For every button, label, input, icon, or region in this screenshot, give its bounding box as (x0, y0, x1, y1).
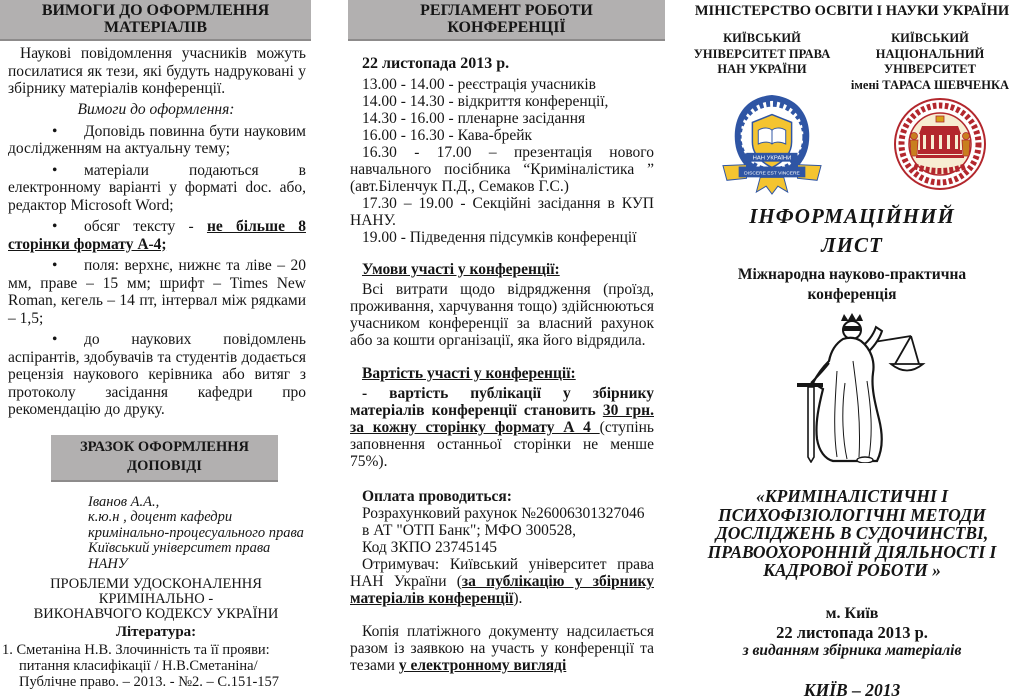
payment-recipient (348, 556, 666, 607)
author-line: Іванов А.А., (88, 493, 160, 510)
requirement-bullet (0, 162, 312, 215)
conference-title-line: ПСИХОФІЗІОЛОГІЧНІ МЕТОДИ (718, 504, 986, 525)
column-cover (684, 0, 1020, 699)
column-schedule (348, 0, 666, 674)
conference-title (684, 487, 1020, 580)
lady-justice-figure (777, 311, 927, 463)
conference-title-line: КАДРОВОЇ РОБОТИ » (763, 560, 941, 580)
payment-heading: Оплата проводиться: (362, 488, 512, 505)
sample-paper-title-line: ВИКОНАВЧОГО КОДЕКСУ УКРАЇНИ (33, 606, 279, 622)
literature-heading: Література: (115, 624, 197, 640)
cover-footer: КИЇВ – 2013 (803, 679, 901, 699)
universities-row (684, 31, 1020, 93)
section-header-schedule (348, 0, 665, 41)
info-letter-line: ЛИСТ (821, 233, 883, 257)
foot (857, 457, 873, 463)
payment-line: в АТ "ОТП Банк"; МФО 300528, (362, 522, 576, 539)
author-line: к.ю.н , доцент кафедри (88, 509, 233, 525)
kup-band-text: НАН УКРАЇНИ (752, 155, 792, 162)
kup-motto-text: DISCERE EST VINCERE (744, 171, 800, 177)
author-line: кримінально-процесуального права (88, 524, 304, 541)
section-header-sample (51, 435, 278, 482)
bullet-icon: • (52, 161, 58, 179)
lady-justice-illustration (684, 311, 1020, 463)
sample-paper-title-line: ПРОБЛЕМИ УДОСКОНАЛЕННЯ КРИМІНАЛЬНО - (50, 576, 262, 607)
conference-place: м. Київ (825, 604, 879, 622)
university-name-line: УНІВЕРСИТЕТ (884, 62, 976, 76)
requirement-bullet (0, 218, 312, 253)
blindfold (843, 326, 861, 331)
cost-text: (ступінь заповнення останньої сторінки не менше 75%). (350, 419, 654, 470)
bullet-icon: • (52, 331, 58, 348)
conference-date: 22 листопада 2013 р. (776, 622, 928, 642)
building-pediment (919, 126, 961, 134)
left-figure (911, 133, 918, 140)
conference-type (684, 265, 1020, 305)
section-header-line: КОНФЕРЕНЦІЇ (447, 19, 566, 36)
conference-type-line: Міжнародна науково-практична (737, 266, 967, 283)
conference-title-line: ДОСЛІДЖЕНЬ В СУДОЧИНСТВІ, (715, 523, 989, 543)
edition-note: з виданням збірника матеріалів (742, 641, 962, 659)
payment-line: Розрахунковий рахунок №26006301327046 (362, 505, 645, 522)
schedule-line: 17.30 – 19.00 - Секційні засідання в КУП НАНУ. (350, 195, 654, 229)
university-right-name (842, 31, 1018, 93)
info-letter-title (684, 202, 1020, 260)
sample-author-block (88, 495, 312, 573)
payment-copy-note (348, 623, 666, 674)
schedule-line: 13.00 - 14.00 - реєстрація учасників (362, 76, 596, 93)
knu-logo (892, 96, 988, 192)
bullet-text: матеріали подаються в електронному варіанті у форматі doc. або, редактор Microsoft Word; (8, 161, 306, 214)
conference-title-line: ПРАВООХОРОННІЙ ДІЯЛЬНОСТІ І (707, 541, 997, 562)
copy-note-emphasis: у електронному вигляді (398, 657, 567, 674)
university-name-line: КИЇВСЬКИЙ НАЦІОНАЛЬНИЙ (875, 31, 985, 61)
university-name-line: імені ТАРАСА ШЕВЧЕНКА (850, 77, 1010, 92)
bullet-icon: • (52, 122, 58, 140)
university-left-name (686, 31, 838, 93)
schedule-line: 14.30 - 16.00 - пленарне засідання (362, 110, 586, 127)
cost-heading: Вартість участі у конференції: (362, 365, 576, 382)
bullet-icon: • (52, 257, 58, 274)
cost-body (348, 385, 666, 470)
sword-blade (808, 387, 814, 462)
scale-pan-right (891, 364, 923, 371)
requirement-bullet (0, 257, 312, 327)
schedule-line: 16.30 - 17.00 – презентація нового навчального посібника “Криміналістика ” (авт.Біленчук П.Д., Семаков Г.С.) (350, 144, 654, 195)
requirements-caption: Вимоги до оформлення: (77, 100, 235, 118)
author-line: Київський університет права НАНУ (88, 540, 271, 572)
bullet-text: поля: верхнє, нижнє та ліве – 20 мм, праве – 15 мм; шрифт – Times New Roman, кегель – 14 пт, інтервал між рядками – 1,5; (8, 257, 306, 327)
conference-type-line: конференція (807, 286, 897, 303)
recipient-text: ). (513, 590, 523, 607)
column-requirements (0, 0, 312, 690)
schedule-date-heading: 22 листопада 2013 р. (362, 55, 510, 72)
section-header-requirements (0, 0, 311, 41)
payment-line: Код ЗКПО 23745145 (362, 539, 497, 556)
kup-logo (716, 93, 828, 195)
bullet-text: обсяг тексту - (84, 218, 207, 235)
sample-paper-title (0, 577, 312, 622)
logos-row (684, 93, 1020, 195)
section-header-line: МАТЕРІАЛІВ (104, 19, 207, 36)
schedule-line: 16.00 - 16.30 - Кава-брейк (362, 127, 533, 144)
university-name-line: НАН УКРАЇНИ (717, 62, 807, 76)
ministry-title: МІНІСТЕРСТВО ОСВІТИ І НАУКИ УКРАЇНИ (694, 3, 1010, 19)
section-header-line: ДОПОВІДІ (127, 457, 202, 474)
schedule-line: 19.00 - Підведення підсумків конференції (362, 229, 637, 246)
requirements-intro: Наукові повідомлення учасників можуть посилатися як тези, які будуть надруковані у збірнику матеріалів конференції. (8, 45, 306, 97)
recipient-text-emphasis: за публікацію у збірнику матеріалів конференції (350, 573, 654, 607)
bullet-text-emphasis: не більше 8 сторінки формату А-4; (8, 218, 306, 253)
cost-text-emphasis: 30 грн. за кожну сторінку формату А 4 (350, 402, 654, 436)
requirement-bullet (0, 123, 312, 158)
info-letter-line: ІНФОРМАЦІЙНИЙ (749, 204, 955, 228)
requirement-bullet (0, 331, 312, 419)
bullet-text: до наукових повідомлень аспірантів, здобувачів та студентів додається рецензія наукового керівника або витяг з протоколу засідання кафедри про рекомендацію до друку. (8, 331, 306, 418)
schedule-line: 14.00 - 14.30 - відкриття конференції, (362, 93, 609, 110)
conference-title-line: «КРИМІНАЛІСТИЧНІ І (755, 486, 949, 506)
section-header-line: РЕГЛАМЕНТ РОБОТИ (420, 2, 593, 19)
recipient-text: Отримувач: Київський університет права НАН України ( (350, 556, 654, 590)
university-name-line: КИЇВСЬКИЙ (723, 31, 801, 45)
university-name-line: УНІВЕРСИТЕТ ПРАВА (693, 46, 831, 61)
copy-note-text: Копія платіжного документу надсилається разом із заявкою на участь у конференції та тезами (350, 623, 654, 674)
cost-text-bold: - вартість публікації у збірнику матеріалів конференції становить (350, 385, 654, 419)
literature-item: 1. Сметаніна Н.В. Злочинність та її прояви: питання класифікації / Н.В.Сметаніна/ Публічне право. – 2013. - №2. – С.151-157 (2, 642, 280, 690)
section-header-line: ВИМОГИ ДО ОФОРМЛЕННЯ (41, 2, 270, 19)
terms-body: Всі витрати щодо відрядження (проїзд, проживання, харчування тощо) здійснюються учасником конференції за власний рахунок або за кошти організації, яка його відрядила. (350, 281, 654, 349)
section-header-line: ЗРАЗОК ОФОРМЛЕННЯ (80, 438, 249, 455)
terms-heading: Умови участі у конференції: (362, 261, 560, 278)
bullet-icon: • (52, 218, 58, 235)
right-figure (963, 133, 970, 140)
bullet-text: Доповідь повинна бути науковим дослідженням на актуальну тему; (8, 122, 306, 157)
